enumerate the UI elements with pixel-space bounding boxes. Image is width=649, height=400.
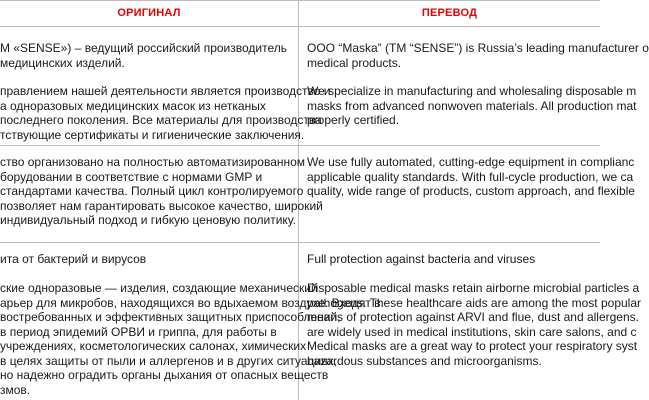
translation-paragraph-activity (307, 84, 637, 128)
text-line: М «SENSE») – ведущий российский производитель (0, 41, 288, 55)
text-line: индивидуальный подход и гибкую ценовую политику. (0, 213, 296, 227)
text-line: а одноразовых медицинских масок из нетканых (0, 98, 266, 113)
text-line: но надежно оградить органы дыхания от опасных веществ (0, 368, 329, 382)
text-line: востребованных и эффективных защитных приспособлений, (0, 310, 341, 324)
text-line: ские одноразовые — изделия, создающие механический (0, 281, 318, 295)
text-line: арьер для микробов, находящихся во вдыхаемом воздухе. Входят в (0, 295, 381, 310)
text-line: правлением нашей деятельности является производство и (0, 84, 331, 98)
text-line: Medical masks are a great way to protect your respiratory syst (307, 339, 638, 353)
text-line: We use fully automated, cutting-edge equipment in complianc (307, 155, 635, 169)
text-line: учреждениях, косметологических салонах, химических (0, 339, 307, 353)
translation-paragraph-production (307, 155, 635, 199)
text-line: позволяет нам гарантировать высокое качество, широкий (0, 198, 323, 213)
text-line: properly certified. (307, 113, 400, 127)
translation-paragraph-masks (307, 281, 641, 368)
text-line: applicable quality standards. With full-cycle production, we ca (307, 169, 634, 184)
text-line: OOO “Maska” (TM “SENSE”) is Russia’s leading manufacturer o (307, 41, 649, 55)
translation-paragraph-intro (307, 41, 649, 70)
text-line: hazardous substances and microorganisms. (307, 353, 542, 368)
original-subheading (0, 252, 146, 267)
original-paragraph-production (0, 155, 323, 228)
original-paragraph-intro (0, 41, 287, 70)
text-line: последнего поколения. Все материалы для производства (0, 113, 322, 127)
text-line: medical products. (307, 55, 402, 70)
translation-column-header: ПЕРЕВОД (421, 7, 478, 19)
text-line: в период эпидемий ОРВИ и гриппа, для работы в (0, 324, 277, 339)
original-column-header: ОРИГИНАЛ (117, 7, 181, 19)
text-line: борудовании в соответствие с нормами GMP и (0, 169, 263, 184)
text-line: Full protection against bacteria and viruses (307, 252, 536, 266)
text-line: are widely used in medical institutions, skin care salons, and c (307, 324, 637, 339)
translation-subheading (307, 252, 535, 267)
text-line: We specialize in manufacturing and wholesaling disposable m (307, 84, 637, 98)
text-line: тствующие сертификаты и гигиенические заключения. (0, 127, 305, 142)
text-line: masks from advanced nonwoven materials. All production mat (307, 98, 637, 113)
text-line: ита от бактерий и вирусов (0, 252, 147, 266)
text-line: means of protection against ARVI and flue, dust and allergens. (307, 310, 639, 324)
text-line: pathogens. These healthcare aids are among the most popular (307, 295, 641, 310)
text-line: Disposable medical masks retain airborne microbial particles a (307, 281, 640, 295)
text-line: quality, wide range of products, custom approach, and flexible (307, 184, 635, 198)
text-line: ство организовано на полностью автоматизированном (0, 155, 306, 169)
text-line: медицинских изделий. (0, 55, 125, 70)
translation-column (299, 0, 649, 400)
text-line: змов. (0, 382, 31, 397)
text-line: в целях защиты от пыли и аллергенов и в других ситуациях, (0, 353, 338, 368)
original-paragraph-activity (0, 84, 330, 142)
text-line: стандартами качества. Полный цикл контролируемого (0, 184, 304, 198)
